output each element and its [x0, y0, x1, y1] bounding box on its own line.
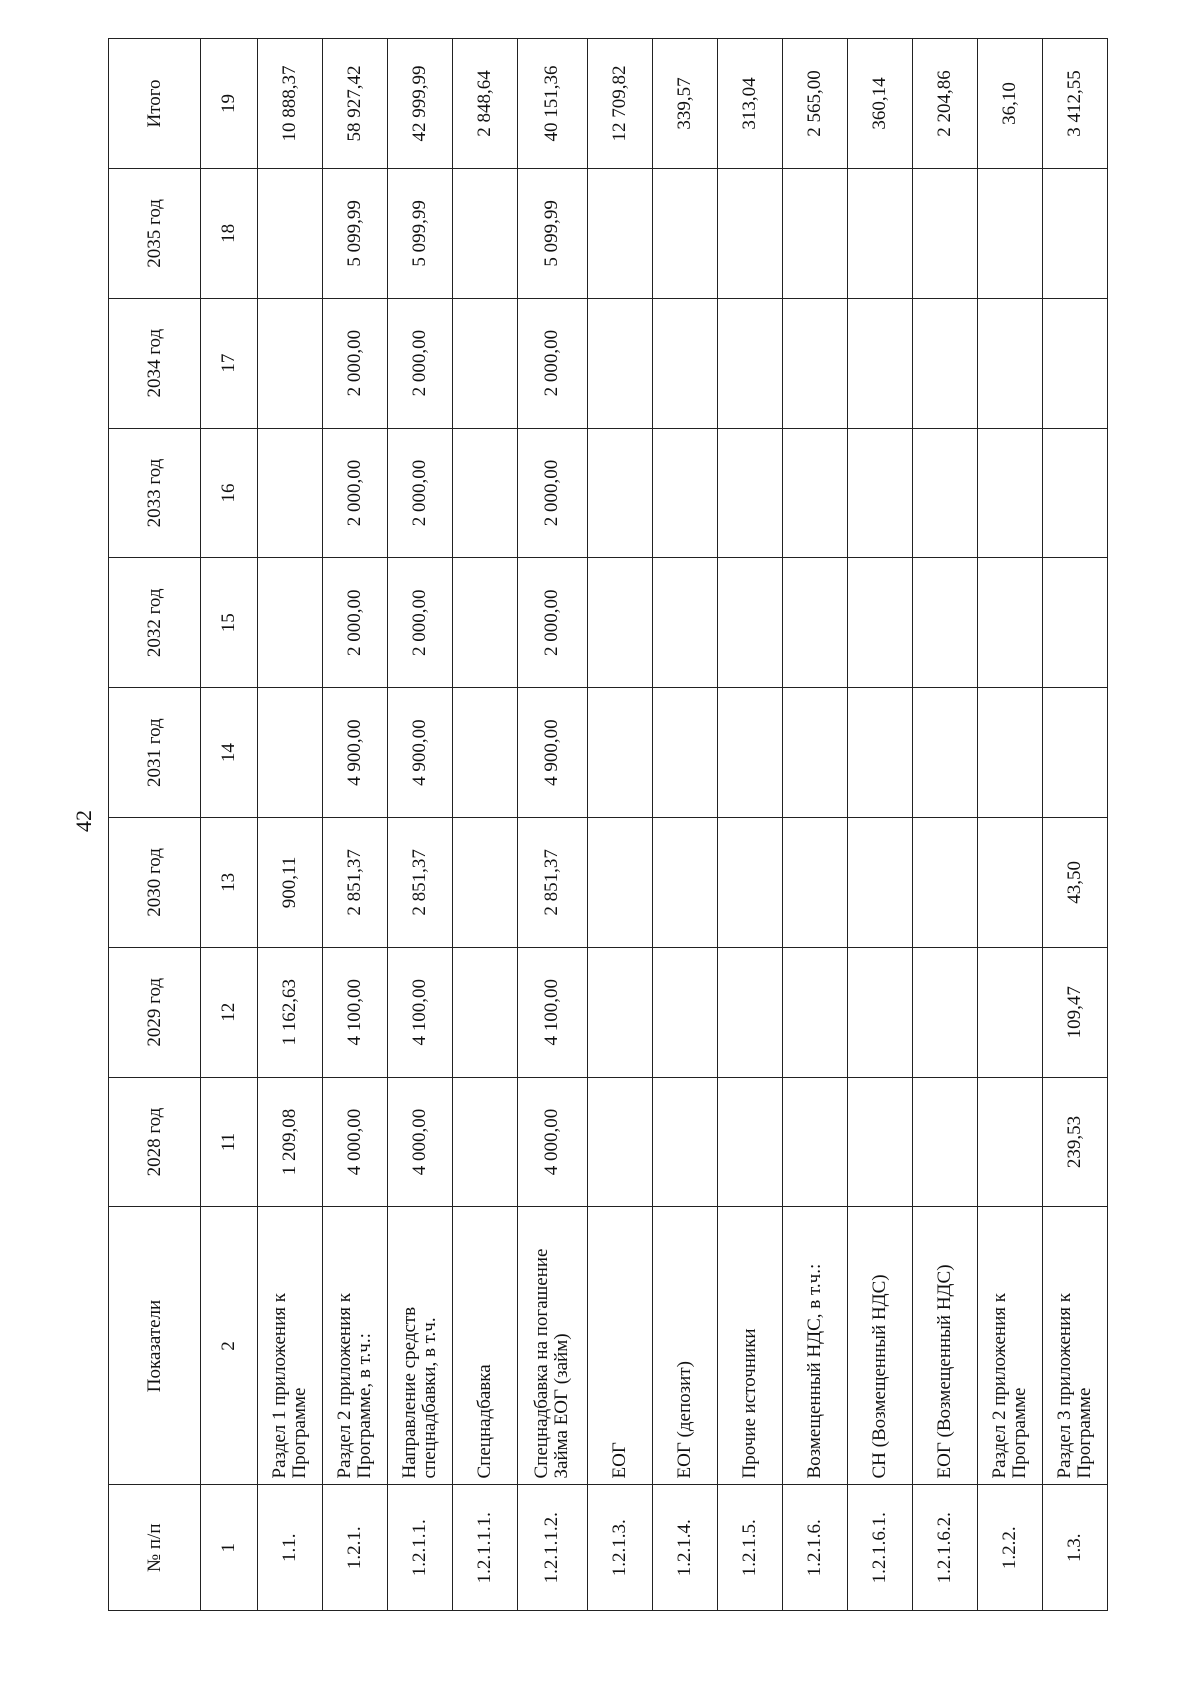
- value-cell: [587, 1077, 652, 1207]
- row-label: Раздел 1 приложения к Программе: [258, 1207, 323, 1485]
- row-code: 1.2.1.1.: [388, 1485, 453, 1611]
- value-cell: [912, 168, 977, 298]
- value-cell: 2 000,00: [518, 558, 587, 688]
- table-row: [587, 39, 652, 1611]
- total-cell: 12 709,82: [587, 39, 652, 169]
- value-cell: 5 099,99: [323, 168, 388, 298]
- table-row: [518, 39, 587, 1611]
- total-cell: 40 151,36: [518, 39, 587, 169]
- value-cell: [587, 298, 652, 428]
- value-cell: [652, 298, 717, 428]
- column-number-cell: 2: [201, 1207, 258, 1485]
- value-cell: [847, 818, 912, 948]
- total-cell: 339,57: [652, 39, 717, 169]
- value-cell: 1 209,08: [258, 1077, 323, 1207]
- value-cell: [847, 1077, 912, 1207]
- value-cell: [1042, 558, 1107, 688]
- value-cell: [912, 298, 977, 428]
- table-row: [912, 39, 977, 1611]
- table-row: [847, 39, 912, 1611]
- financing-table: [108, 38, 1108, 1611]
- value-cell: 2 000,00: [323, 428, 388, 558]
- value-cell: [782, 558, 847, 688]
- total-cell: 42 999,99: [388, 39, 453, 169]
- total-cell: 3 412,55: [1042, 39, 1107, 169]
- value-cell: [1042, 688, 1107, 818]
- value-cell: [587, 818, 652, 948]
- row-code: 1.2.1.3.: [587, 1485, 652, 1611]
- value-cell: [847, 298, 912, 428]
- column-number-cell: 18: [201, 168, 258, 298]
- row-label: ЕОГ (Возмещенный НДС): [912, 1207, 977, 1485]
- row-code: 1.2.2.: [977, 1485, 1042, 1611]
- row-label: Раздел 2 приложения к Программе, в т.ч.:: [323, 1207, 388, 1485]
- row-code: 1.3.: [1042, 1485, 1107, 1611]
- value-cell: [782, 818, 847, 948]
- value-cell: 2 000,00: [388, 428, 453, 558]
- value-cell: [258, 558, 323, 688]
- value-cell: [782, 428, 847, 558]
- value-cell: 4 100,00: [388, 947, 453, 1077]
- value-cell: [1042, 298, 1107, 428]
- value-cell: [258, 298, 323, 428]
- row-label: Спецнадбавка: [453, 1207, 518, 1485]
- column-number-cell: 13: [201, 818, 258, 948]
- value-cell: [717, 428, 782, 558]
- value-cell: 2 851,37: [323, 818, 388, 948]
- value-cell: [977, 947, 1042, 1077]
- value-cell: [453, 688, 518, 818]
- header-cell-2029: 2029 год: [109, 947, 201, 1077]
- value-cell: [977, 1077, 1042, 1207]
- row-label: СН (Возмещенный НДС): [847, 1207, 912, 1485]
- header-cell-2031: 2031 год: [109, 688, 201, 818]
- value-cell: 2 000,00: [323, 558, 388, 688]
- value-cell: 109,47: [1042, 947, 1107, 1077]
- row-code: 1.1.: [258, 1485, 323, 1611]
- row-label: Раздел 3 приложения к Программе: [1042, 1207, 1107, 1485]
- header-cell-2032: 2032 год: [109, 558, 201, 688]
- table-row: [977, 39, 1042, 1611]
- column-number-cell: 16: [201, 428, 258, 558]
- table-row: [652, 39, 717, 1611]
- value-cell: 2 851,37: [518, 818, 587, 948]
- value-cell: [453, 1077, 518, 1207]
- header-cell-2030: 2030 год: [109, 818, 201, 948]
- total-cell: 36,10: [977, 39, 1042, 169]
- value-cell: [453, 947, 518, 1077]
- value-cell: 5 099,99: [388, 168, 453, 298]
- value-cell: [453, 558, 518, 688]
- value-cell: [782, 168, 847, 298]
- value-cell: [587, 688, 652, 818]
- column-number-cell: 17: [201, 298, 258, 428]
- value-cell: [453, 298, 518, 428]
- value-cell: [847, 168, 912, 298]
- value-cell: 900,11: [258, 818, 323, 948]
- value-cell: [912, 818, 977, 948]
- table-row: [1042, 39, 1107, 1611]
- header-row: [109, 39, 201, 1611]
- row-label: ЕОГ: [587, 1207, 652, 1485]
- value-cell: [258, 168, 323, 298]
- value-cell: [912, 428, 977, 558]
- row-code: 1.2.1.1.2.: [518, 1485, 587, 1611]
- header-cell-2034: 2034 год: [109, 298, 201, 428]
- row-label: Возмещенный НДС, в т.ч.:: [782, 1207, 847, 1485]
- column-number-cell: 11: [201, 1077, 258, 1207]
- column-number-cell: 19: [201, 39, 258, 169]
- value-cell: [912, 1077, 977, 1207]
- value-cell: [652, 1077, 717, 1207]
- value-cell: [977, 298, 1042, 428]
- value-cell: [587, 168, 652, 298]
- value-cell: [977, 558, 1042, 688]
- value-cell: [587, 428, 652, 558]
- value-cell: [782, 947, 847, 1077]
- value-cell: [652, 947, 717, 1077]
- value-cell: [652, 168, 717, 298]
- value-cell: 2 000,00: [518, 428, 587, 558]
- value-cell: 43,50: [1042, 818, 1107, 948]
- value-cell: [652, 818, 717, 948]
- value-cell: [1042, 168, 1107, 298]
- page-number: 42: [71, 810, 96, 832]
- row-code: 1.2.1.1.1.: [453, 1485, 518, 1611]
- table-row: [258, 39, 323, 1611]
- header-cell-2033: 2033 год: [109, 428, 201, 558]
- column-number-cell: 15: [201, 558, 258, 688]
- column-number-cell: 14: [201, 688, 258, 818]
- row-label: Раздел 2 приложения к Программе: [977, 1207, 1042, 1485]
- value-cell: 4 100,00: [323, 947, 388, 1077]
- value-cell: [782, 688, 847, 818]
- value-cell: [258, 688, 323, 818]
- value-cell: 4 000,00: [388, 1077, 453, 1207]
- row-label: Направление средств спецнадбавки, в т.ч.: [388, 1207, 453, 1485]
- table-row: [388, 39, 453, 1611]
- value-cell: [587, 947, 652, 1077]
- value-cell: [652, 558, 717, 688]
- value-cell: [782, 298, 847, 428]
- value-cell: [847, 558, 912, 688]
- value-cell: 2 000,00: [388, 298, 453, 428]
- value-cell: [453, 428, 518, 558]
- value-cell: [847, 428, 912, 558]
- total-cell: 2 848,64: [453, 39, 518, 169]
- header-cell-indicator: Показатели: [109, 1207, 201, 1485]
- value-cell: [1042, 428, 1107, 558]
- value-cell: [847, 688, 912, 818]
- header-cell-total: Итого: [109, 39, 201, 169]
- value-cell: [652, 688, 717, 818]
- row-label: Спецнадбавка на погашение Займа ЕОГ (займ): [518, 1207, 587, 1485]
- value-cell: 239,53: [1042, 1077, 1107, 1207]
- value-cell: 4 100,00: [518, 947, 587, 1077]
- value-cell: [453, 168, 518, 298]
- value-cell: 5 099,99: [518, 168, 587, 298]
- value-cell: 2 000,00: [518, 298, 587, 428]
- total-cell: 10 888,37: [258, 39, 323, 169]
- value-cell: [717, 818, 782, 948]
- row-code: 1.2.1.5.: [717, 1485, 782, 1611]
- header-cell-2028: 2028 год: [109, 1077, 201, 1207]
- row-code: 1.2.1.6.1.: [847, 1485, 912, 1611]
- table-row: [453, 39, 518, 1611]
- row-code: 1.2.1.4.: [652, 1485, 717, 1611]
- value-cell: [717, 1077, 782, 1207]
- value-cell: [977, 818, 1042, 948]
- value-cell: [717, 558, 782, 688]
- value-cell: [717, 688, 782, 818]
- row-label: Прочие источники: [717, 1207, 782, 1485]
- value-cell: [847, 947, 912, 1077]
- value-cell: 4 900,00: [388, 688, 453, 818]
- value-cell: 2 851,37: [388, 818, 453, 948]
- row-code: 1.2.1.6.: [782, 1485, 847, 1611]
- table-row: [782, 39, 847, 1611]
- value-cell: 2 000,00: [323, 298, 388, 428]
- value-cell: [717, 168, 782, 298]
- total-cell: 2 565,00: [782, 39, 847, 169]
- value-cell: [717, 947, 782, 1077]
- value-cell: 2 000,00: [388, 558, 453, 688]
- table-row: [717, 39, 782, 1611]
- column-number-cell: 12: [201, 947, 258, 1077]
- value-cell: 1 162,63: [258, 947, 323, 1077]
- total-cell: 360,14: [847, 39, 912, 169]
- value-cell: [912, 558, 977, 688]
- value-cell: [912, 947, 977, 1077]
- value-cell: 4 000,00: [323, 1077, 388, 1207]
- value-cell: [977, 428, 1042, 558]
- header-cell-2035: 2035 год: [109, 168, 201, 298]
- value-cell: [977, 168, 1042, 298]
- value-cell: [782, 1077, 847, 1207]
- table-container: [108, 38, 1108, 1611]
- value-cell: 4 900,00: [518, 688, 587, 818]
- value-cell: [912, 688, 977, 818]
- value-cell: [977, 688, 1042, 818]
- column-number-row: [201, 39, 258, 1611]
- table-row: [323, 39, 388, 1611]
- value-cell: [453, 818, 518, 948]
- total-cell: 313,04: [717, 39, 782, 169]
- value-cell: 4 900,00: [323, 688, 388, 818]
- row-label: ЕОГ (депозит): [652, 1207, 717, 1485]
- total-cell: 58 927,42: [323, 39, 388, 169]
- value-cell: [258, 428, 323, 558]
- value-cell: [587, 558, 652, 688]
- column-number-cell: 1: [201, 1485, 258, 1611]
- row-code: 1.2.1.: [323, 1485, 388, 1611]
- value-cell: [652, 428, 717, 558]
- value-cell: 4 000,00: [518, 1077, 587, 1207]
- value-cell: [717, 298, 782, 428]
- total-cell: 2 204,86: [912, 39, 977, 169]
- header-cell-number: № п/п: [109, 1485, 201, 1611]
- row-code: 1.2.1.6.2.: [912, 1485, 977, 1611]
